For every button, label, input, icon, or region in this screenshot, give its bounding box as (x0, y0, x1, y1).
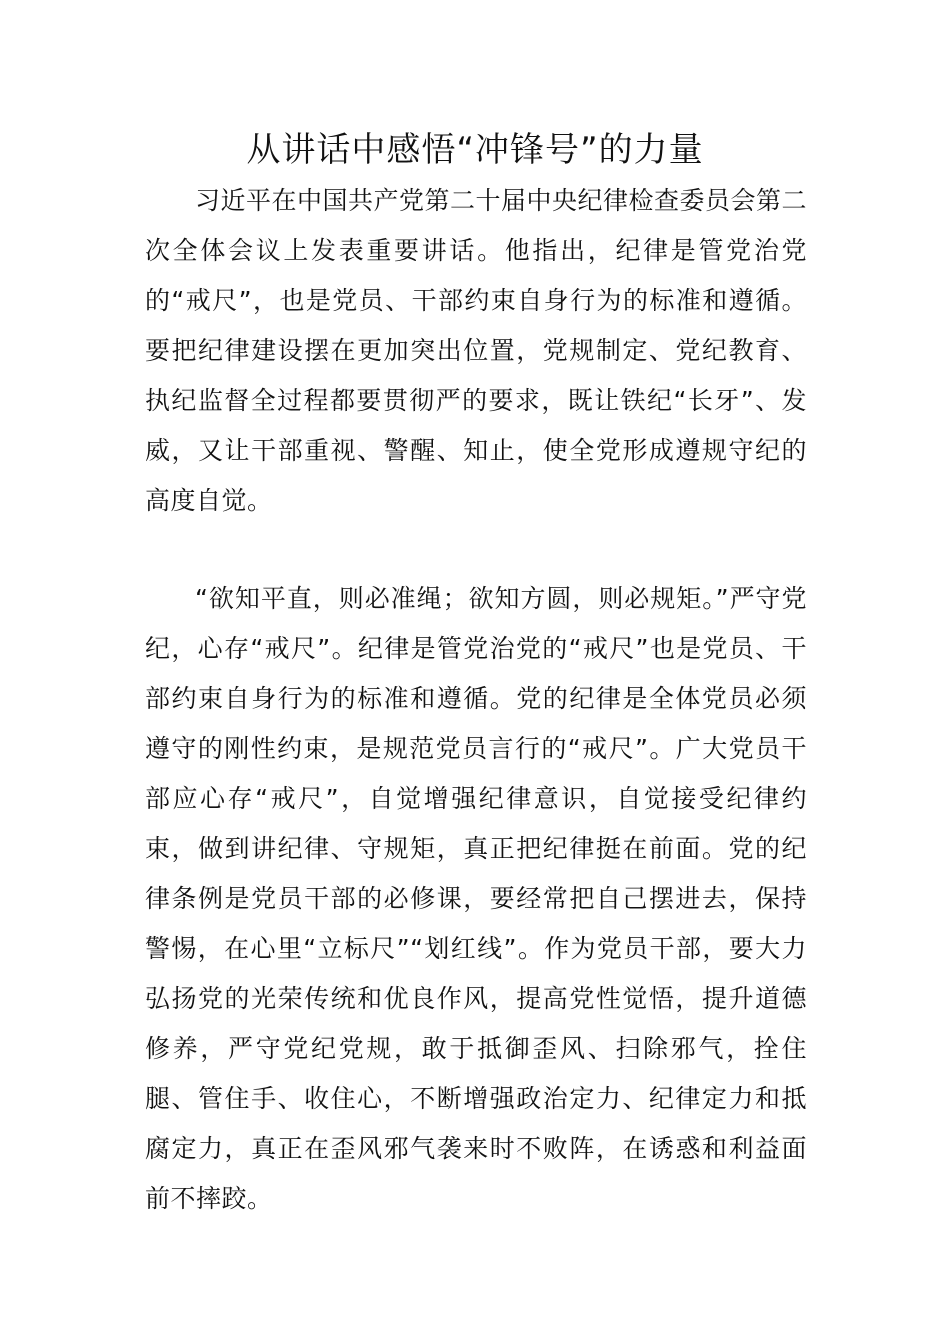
paragraph-2: “欲知平直，则必准绳；欲知方圆，则必规矩。”严守党纪，心存“戒尺”。纪律是管党治党的“戒尺”也是党员、干部约束自身行为的标准和遵循。党的纪律是全体党员必须遵守的刚性约束，是规范党员言行的“戒尺”。广大党员干部应心存“戒尺”，自觉增强纪律意识，自觉接受纪律约束，做到讲纪律、守规矩，真正把纪律挺在前面。党的纪律条例是党员干部的必修课，要经常把自己摆进去，保持警惕，在心里“立标尺”“划红线”。作为党员干部，要大力弘扬党的光荣传统和优良作风，提高党性觉悟，提升道德修养，严守党纪党规，敢于抵御歪风、扫除邪气，拴住腿、管住手、收住心，不断增强政治定力、纪律定力和抵腐定力，真正在歪风邪气袭来时不败阵，在诱惑和利益面前不摔跤。 (145, 584, 807, 1213)
document-title: 从讲话中感悟“冲锋号”的力量 (246, 130, 704, 170)
paragraph-1: 习近平在中国共产党第二十届中央纪律检查委员会第二次全体会议上发表重要讲话。他指出，纪律是管党治党的“戒尺”，也是党员、干部约束自身行为的标准和遵循。要把纪律建设摆在更加突出位置，党规制定、党纪教育、执纪监督全过程都要贯彻严的要求，既让铁纪“长牙”、发威，又让干部重视、警醒、知止，使全党形成遵规守纪的高度自觉。 (145, 186, 808, 515)
